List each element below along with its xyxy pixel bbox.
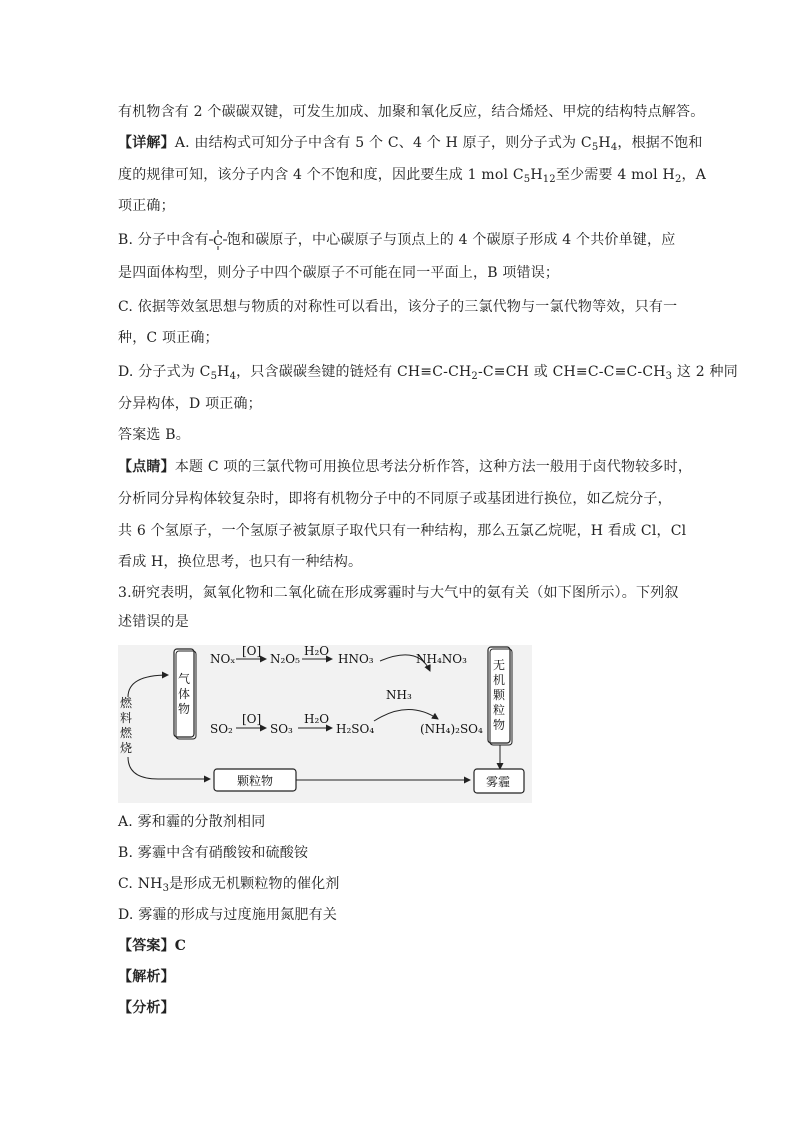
analysis-heading bbox=[118, 967, 175, 987]
subscript: 3 bbox=[162, 883, 170, 894]
nh3-label: NH₃ bbox=[386, 688, 412, 702]
text: 是形成无机颗粒物的催化剂 bbox=[169, 876, 340, 892]
smog-formation-diagram bbox=[118, 645, 532, 803]
line-17 bbox=[118, 612, 189, 632]
so2-label: SO₂ bbox=[210, 722, 233, 736]
text: 度的规律可知，该分子内含 4 个不饱和度，因此要生成 1 mol C bbox=[118, 167, 524, 183]
subscript: 2 bbox=[471, 371, 478, 382]
line-12 bbox=[118, 457, 692, 477]
text: ，A bbox=[681, 167, 707, 183]
diagram-text: 燃 bbox=[120, 696, 133, 710]
oxidation-label: [O] bbox=[242, 712, 262, 726]
line-15 bbox=[118, 552, 362, 572]
nox-label: NOₓ bbox=[210, 652, 236, 666]
diagram-text: 粒 bbox=[493, 703, 506, 717]
text: 【解析】 bbox=[118, 969, 175, 985]
text: 是四面体构型，则分子中四个碳原子不可能在同一平面上，B 项错误； bbox=[118, 265, 560, 281]
text: 本题 C 项的三氯代物可用换位思考法分析作答，这种方法一般用于卤代物较多时， bbox=[174, 459, 693, 475]
smog-box bbox=[474, 769, 524, 793]
text: 【答案】C bbox=[118, 938, 187, 954]
line-14 bbox=[118, 521, 686, 541]
nh42so4-label: (NH₄)₂SO₄ bbox=[420, 722, 483, 736]
line-9 bbox=[118, 362, 738, 382]
text: 3.研究表明，氮氧化物和二氧化硫在形成雾霾时与大气中的氨有关（如下图所示）。下列叙 bbox=[118, 585, 679, 601]
line-11 bbox=[118, 425, 190, 445]
so3-label: SO₃ bbox=[270, 722, 293, 736]
subscript: 5 bbox=[210, 371, 218, 382]
n2o5-label: N₂O₅ bbox=[270, 652, 300, 666]
text: 这 2 种同 bbox=[672, 364, 738, 380]
subscript: 5 bbox=[523, 174, 531, 185]
carbon-structure-icon bbox=[209, 230, 227, 250]
text: B. 分子中含有 bbox=[118, 232, 209, 248]
particles-box bbox=[214, 769, 296, 791]
text: 饱和碳原子，中心碳原子与顶点上的 4 个碳原子形成 4 个共价单键，应 bbox=[226, 232, 676, 248]
option-a bbox=[118, 812, 265, 832]
diagram-text: 烧 bbox=[120, 741, 133, 755]
subscript: 2 bbox=[674, 174, 682, 185]
line-13 bbox=[118, 489, 672, 509]
h2so4-label: H₂SO₄ bbox=[336, 722, 375, 736]
water-label: H₂O bbox=[304, 712, 330, 726]
text: 至少需要 4 mol H bbox=[555, 167, 675, 183]
diagram-text: 物 bbox=[178, 702, 191, 716]
subscript: 3 bbox=[665, 371, 673, 382]
diagram-text: 料 bbox=[120, 711, 133, 725]
text: A. 由结构式可知分子中含有 5 个 C、4 个 H 原子，则分子式为 C bbox=[174, 135, 592, 151]
oxidation-label: [O] bbox=[242, 645, 262, 658]
line-2 bbox=[118, 133, 703, 153]
text: H bbox=[530, 167, 543, 183]
svg-text:C: C bbox=[212, 234, 223, 249]
note-tag: 【点睛】 bbox=[118, 459, 175, 475]
subscript: 4 bbox=[610, 142, 618, 153]
line-6 bbox=[118, 263, 559, 283]
diagram-text: 无 bbox=[493, 658, 506, 672]
text: 【分析】 bbox=[118, 1000, 175, 1016]
text: 答案选 B。 bbox=[118, 427, 190, 443]
subscript: 12 bbox=[542, 174, 556, 185]
option-c bbox=[118, 874, 340, 894]
option-b bbox=[118, 843, 308, 863]
subscript: 4 bbox=[229, 371, 237, 382]
line-10 bbox=[118, 394, 262, 414]
diagram-text: 颗 bbox=[493, 688, 506, 702]
text: C. 依据等效氢思想与物质的对称性可以看出，该分子的三氯代物与一氯代物等效，只有一 bbox=[118, 299, 678, 315]
text: -C≡CH 或 CH≡C-C≡C-CH bbox=[477, 364, 666, 380]
text: H bbox=[217, 364, 230, 380]
diagram-text: 体 bbox=[178, 687, 191, 701]
line-16 bbox=[118, 583, 679, 603]
text: 分异构体，D 项正确； bbox=[118, 396, 262, 412]
text: D. 雾霾的形成与过度施用氮肥有关 bbox=[118, 907, 338, 923]
text: 种，C 项正确； bbox=[118, 330, 219, 346]
text: H bbox=[598, 135, 611, 151]
text: ，只含碳碳叁键的链烃有 CH≡C-CH bbox=[236, 364, 472, 380]
text: 看成 H，换位思考，也只有一种结构。 bbox=[118, 554, 363, 570]
text: 项正确； bbox=[118, 198, 175, 214]
text: 述错误的是 bbox=[118, 614, 189, 630]
text: C. NH bbox=[118, 876, 163, 892]
line-4 bbox=[118, 196, 175, 216]
text: A. 雾和霾的分散剂相同 bbox=[118, 814, 266, 830]
diagram-text: 颗粒物 bbox=[237, 774, 274, 788]
water-label: H₂O bbox=[304, 645, 330, 658]
inorganic-particles-box bbox=[488, 647, 512, 745]
gas-box bbox=[174, 649, 196, 739]
diagram-text: 气 bbox=[178, 672, 191, 686]
diagram-text: 燃 bbox=[120, 726, 133, 740]
diagram-text: 物 bbox=[493, 718, 506, 732]
text: 共 6 个氢原子，一个氢原子被氯原子取代只有一种结构，那么五氯乙烷呢，H 看成 Cl，Cl bbox=[118, 523, 687, 539]
detail-tag: 【详解】 bbox=[118, 135, 175, 151]
line-3 bbox=[118, 165, 706, 185]
line-5 bbox=[118, 230, 675, 250]
hno3-label: HNO₃ bbox=[338, 652, 374, 666]
text: B. 雾霾中含有硝酸铵和硫酸铵 bbox=[118, 845, 309, 861]
line-8 bbox=[118, 328, 219, 348]
diagram-text: 机 bbox=[493, 673, 506, 687]
text: 有机物含有 2 个碳碳双键，可发生加成、加聚和氧化反应，结合烯烃、甲烷的结构特点解答。 bbox=[118, 104, 705, 120]
nh4no3-label: NH₄NO₃ bbox=[416, 652, 467, 666]
text: 分析同分异构体较复杂时，即将有机物分子中的不同原子或基团进行换位，如乙烷分子， bbox=[118, 491, 672, 507]
answer bbox=[118, 936, 186, 956]
option-d bbox=[118, 905, 337, 925]
line-7 bbox=[118, 297, 677, 317]
text: D. 分子式为 C bbox=[118, 364, 211, 380]
subscript: 5 bbox=[591, 142, 599, 153]
line-1 bbox=[118, 102, 704, 122]
breakdown-heading bbox=[118, 998, 175, 1018]
text: ，根据不饱和 bbox=[617, 135, 703, 151]
diagram-text: 雾霾 bbox=[486, 775, 511, 789]
